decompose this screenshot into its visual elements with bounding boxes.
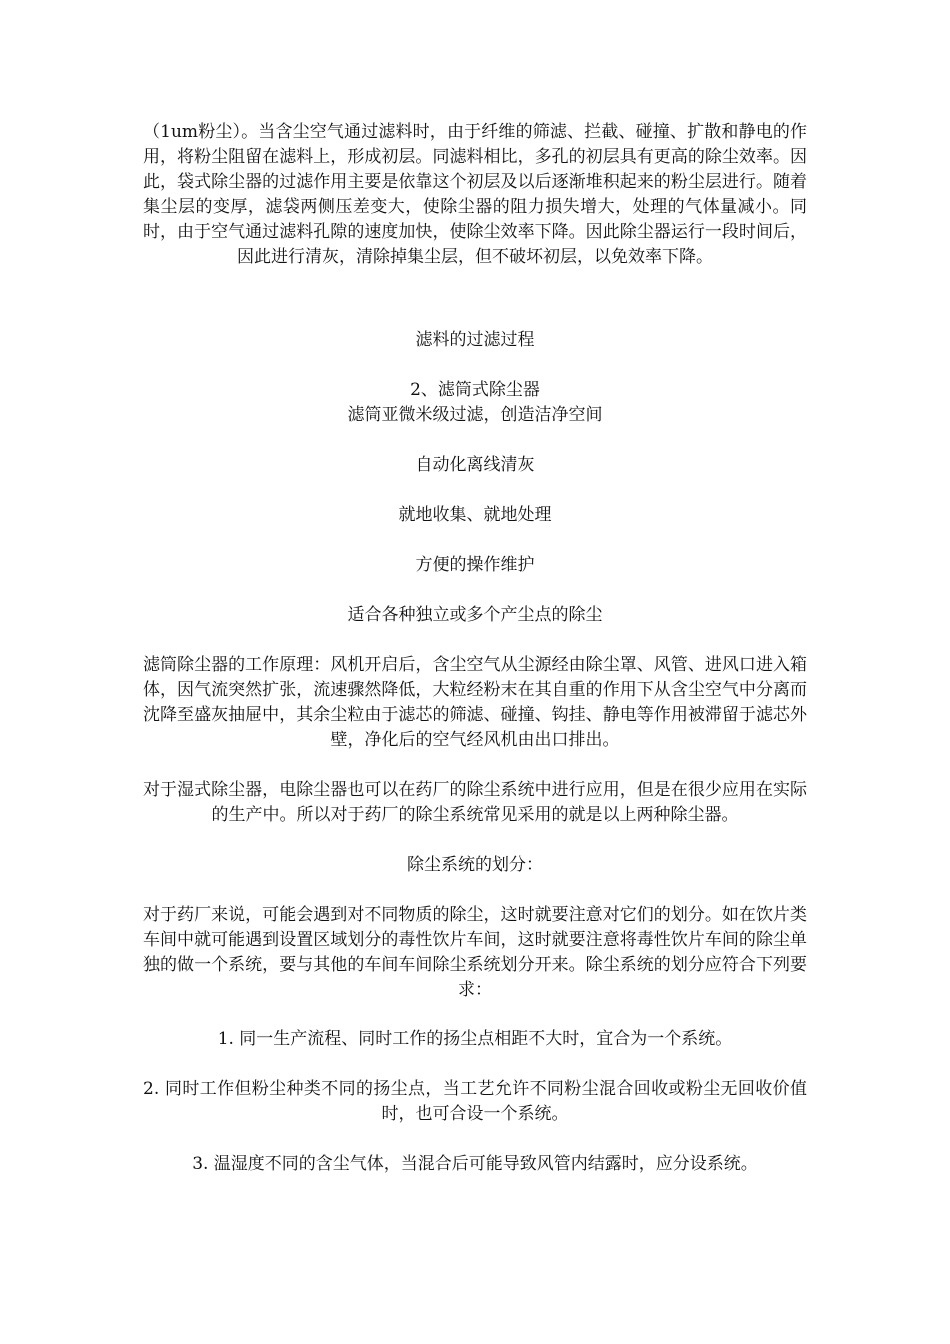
feature-submicron-filtration: 滤筒亚微米级过滤，创造洁净空间: [347, 405, 603, 425]
document-page: [143, 120, 807, 1177]
division-paragraph: 对于药厂来说，可能会遇到对不同物质的除尘，这时就要注意对它们的划分。如在饮片类车间中就可能遇到设置区域划分的毒性饮片车间，这时就要注意将毒性饮片车间的除尘单独的做一个系统，要与其他的车间车间除尘系统划分开来。除尘系统的划分应符合下列要求：: [143, 905, 807, 1000]
feature-offline-cleaning: 自动化离线清灰: [415, 455, 535, 475]
rule-item-2: 2. 同时工作但粉尘种类不同的扬尘点，当工艺允许不同粉尘混合回收或粉尘无回收价值时，也可合设一个系统。: [143, 1079, 807, 1124]
feature-easy-maintenance: 方便的操作维护: [415, 555, 535, 575]
rule-item-1: 1. 同一生产流程、同时工作的扬尘点相距不大时，宜合为一个系统。: [217, 1029, 733, 1049]
feature-local-collection: 就地收集、就地处理: [398, 505, 552, 525]
rule-item-3: 3. 温湿度不同的含尘气体，当混合后可能导致风管内结露时，应分设系统。: [192, 1154, 758, 1174]
caption-filter-process: 滤料的过滤过程: [415, 330, 535, 350]
section-heading-cartridge-collector: 2、滤筒式除尘器: [410, 380, 540, 400]
intro-paragraph: （1um粉尘）。当含尘空气通过滤料时，由于纤维的筛滤、拦截、碰撞、扩散和静电的作用，将粉尘阻留在滤料上，形成初层。同滤料相比，多孔的初层具有更高的除尘效率。因此，袋式除尘器的过滤作用主要是依靠这个初层及以后逐渐堆积起来的粉尘层进行。随着集尘层的变厚，滤袋两侧压差变大，使除尘器的阻力损失增大，处理的气体量减小。同时，由于空气通过滤料孔隙的速度加快，使除尘效率下降。因此除尘器运行一段时间后，因此进行清灰，清除掉集尘层，但不破坏初层，以免效率下降。: [143, 122, 807, 267]
principle-paragraph: 滤筒除尘器的工作原理：风机开启后，含尘空气从尘源经由除尘罩、风管、进风口进入箱体，因气流突然扩张，流速骤然降低，大粒经粉末在其自重的作用下从含尘空气中分离而沈降至盛灰抽屉中，其余尘粒由于滤芯的筛滤、碰撞、钩挂、静电等作用被滞留于滤芯外壁，净化后的空气经风机由出口排出。: [143, 655, 807, 750]
division-heading: 除尘系统的划分：: [407, 855, 543, 875]
feature-multi-point: 适合各种独立或多个产尘点的除尘: [347, 605, 603, 625]
wet-collector-paragraph: 对于湿式除尘器，电除尘器也可以在药厂的除尘系统中进行应用，但是在很少应用在实际的生产中。所以对于药厂的除尘系统常见采用的就是以上两种除尘器。: [143, 780, 807, 825]
